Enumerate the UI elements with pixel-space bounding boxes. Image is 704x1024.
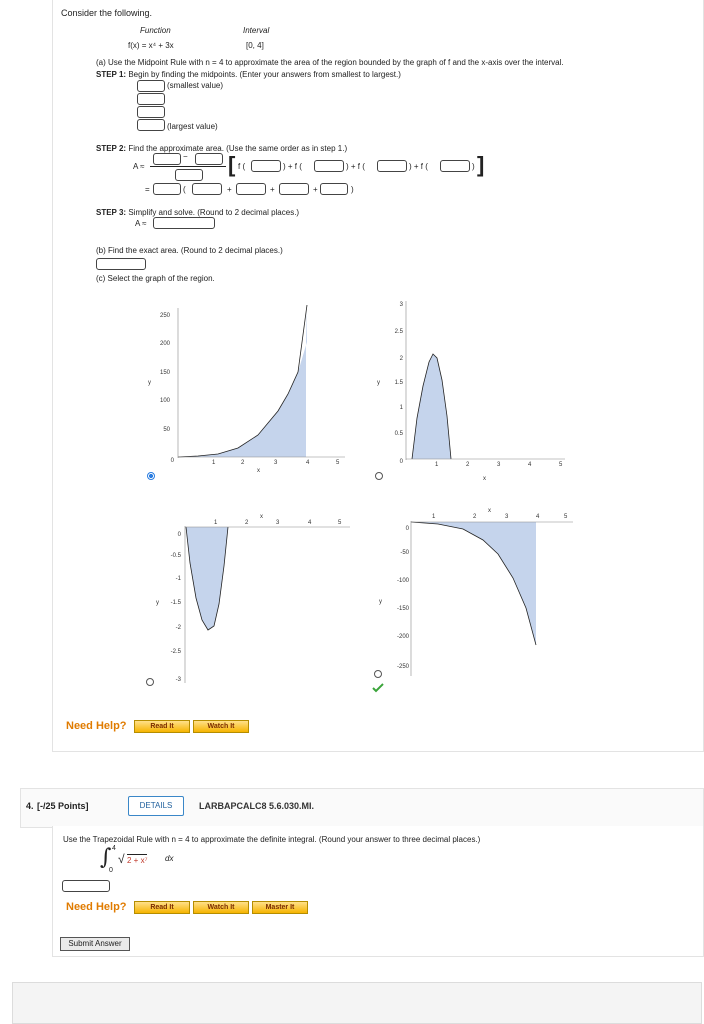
minus-sign: − [183, 152, 188, 161]
y-tick-label: 100 [159, 398, 170, 404]
a-approx-label: A ≈ [133, 162, 145, 171]
y-tick-label: 250 [159, 313, 170, 319]
plus-f-2: ) + f ( [346, 162, 365, 171]
fraction-num-input-1[interactable] [153, 153, 181, 165]
y-tick-label: -200 [396, 634, 409, 640]
y-axis-label: y [379, 599, 382, 605]
function-value: f(x) = x⁴ + 3x [128, 41, 174, 50]
x-tick-label: 4 [528, 462, 532, 468]
graph-1-x-ticks [212, 460, 340, 466]
check-icon [372, 683, 384, 693]
step1-text: Begin by finding the midpoints. (Enter your answers from smallest to largest.) [128, 70, 401, 79]
y-tick-label: -2.5 [170, 649, 181, 655]
graph-1-y-ticks [160, 313, 175, 464]
graph-2-radio[interactable] [375, 472, 383, 480]
y-tick-label: 0 [405, 526, 409, 532]
read-it-button[interactable]: Read It [134, 720, 190, 733]
y-tick-label: 150 [159, 370, 170, 376]
y-tick-label: 50 [163, 427, 170, 433]
x-tick-label: 4 [536, 514, 540, 520]
step1-label: STEP 1: [96, 70, 127, 79]
midpoint-input-2[interactable] [137, 93, 165, 105]
fraction-bar [150, 166, 226, 167]
sum-input-3[interactable] [279, 183, 309, 195]
graph-3-x-ticks [214, 520, 342, 526]
plus-f-1: ) + f ( [283, 162, 302, 171]
x-axis-label: x [257, 468, 260, 474]
y-tick-label: 3 [399, 302, 403, 308]
interval-value: [0, 4] [246, 41, 264, 50]
graph-3-radio[interactable] [146, 678, 154, 686]
x-tick-label: 3 [497, 462, 501, 468]
x-tick-label: 3 [274, 460, 278, 466]
question-4-header [20, 788, 704, 828]
plus-2: + [270, 185, 275, 194]
step2-text: Find the approximate area. (Use the same order as in step 1.) [128, 144, 348, 153]
x-tick-label: 5 [338, 520, 342, 526]
y-axis-label: y [156, 600, 159, 606]
x-tick-label: 3 [276, 520, 280, 526]
x-tick-label: 1 [432, 514, 436, 520]
coef-input[interactable] [153, 183, 181, 195]
intro-text: Consider the following. [61, 8, 153, 18]
step3-answer-input[interactable] [153, 217, 215, 229]
step2-label: STEP 2: [96, 144, 127, 153]
graph-4-radio[interactable] [374, 670, 382, 678]
plus-3: + [313, 185, 318, 194]
part-c-text: (c) Select the graph of the region. [96, 274, 215, 283]
x-tick-label: 3 [505, 514, 509, 520]
x-tick-label: 4 [308, 520, 312, 526]
graph-option-2 [375, 298, 575, 483]
y-tick-label: -1.5 [170, 600, 181, 606]
fraction-num-input-2[interactable] [195, 153, 223, 165]
y-axis-label: y [148, 380, 151, 386]
graph-1-shaded-region [178, 305, 307, 457]
y-tick-label: 2 [399, 356, 403, 362]
graph-2-x-ticks [435, 462, 563, 468]
y-tick-label: 1.5 [394, 380, 403, 386]
integral-lower-limit: 0 [109, 867, 113, 874]
differential: dx [165, 854, 174, 863]
question-points: [-/25 Points] [37, 801, 89, 811]
x-tick-label: 1 [212, 460, 216, 466]
y-tick-label: 0 [399, 459, 403, 465]
master-it-button[interactable]: Master It [252, 901, 308, 914]
x-axis-label: x [260, 514, 263, 520]
x-tick-label: 5 [559, 462, 563, 468]
watch-it-button[interactable]: Watch It [193, 720, 249, 733]
x-tick-label: 1 [214, 520, 218, 526]
plus-f-3: ) + f ( [409, 162, 428, 171]
x-tick-label: 1 [435, 462, 439, 468]
graph-4-shaded-region [411, 522, 536, 645]
smallest-label: (smallest value) [167, 81, 224, 90]
midpoint-input-4[interactable] [137, 119, 165, 131]
step3-label: STEP 3: [96, 208, 127, 217]
graph-option-1 [140, 300, 360, 475]
interval-header: Interval [243, 26, 270, 35]
y-tick-label: -250 [396, 664, 409, 670]
y-tick-label: -150 [396, 606, 409, 612]
y-tick-label: -100 [396, 578, 409, 584]
midpoint-input-3[interactable] [137, 106, 165, 118]
need-help-label-q4: Need Help? [66, 901, 127, 913]
x-tick-label: 5 [336, 460, 340, 466]
graph-4-x-ticks [432, 514, 568, 520]
close-bracket: ] [477, 152, 485, 177]
y-tick-label: 1 [399, 405, 403, 411]
integral-sign: ∫ [100, 845, 112, 870]
x-axis-label: x [483, 476, 486, 482]
y-tick-label: 0 [170, 458, 174, 464]
open-bracket: [ [228, 152, 236, 177]
q4-answer-input[interactable] [62, 880, 110, 892]
integral-expression [96, 845, 216, 873]
read-it-button-q4[interactable]: Read It [134, 901, 190, 914]
y-tick-label: -0.5 [170, 553, 181, 559]
largest-label: (largest value) [167, 122, 218, 131]
close-paren-1: ) [472, 162, 475, 171]
graph-2-y-ticks [395, 302, 404, 465]
part-b-text: (b) Find the exact area. (Round to 2 decimal places.) [96, 246, 283, 255]
open-paren: ( [183, 185, 186, 194]
function-header: Function [140, 26, 171, 35]
y-tick-label: 2.5 [394, 329, 403, 335]
x-tick-label: 2 [473, 514, 477, 520]
f-arg-input-1[interactable] [251, 160, 281, 172]
y-tick-label: -1 [175, 576, 181, 582]
q4-text: Use the Trapezoidal Rule with n = 4 to approximate the definite integral. (Round your answer to three decimal places.) [63, 835, 481, 844]
sum-input-2[interactable] [236, 183, 266, 195]
graph-2-shaded-region [412, 354, 451, 459]
f-arg-input-2[interactable] [314, 160, 344, 172]
part-a-text: (a) Use the Midpoint Rule with n = 4 to approximate the area of the region bounded by the graph of f and the x-axis over the interval. [96, 58, 564, 67]
f-open-1: f ( [238, 162, 246, 171]
graph-4-y-ticks [397, 526, 410, 670]
y-tick-label: -3 [175, 677, 181, 683]
a-approx-label-2: A ≈ [135, 219, 147, 228]
x-tick-label: 2 [245, 520, 249, 526]
y-tick-label: -50 [400, 550, 409, 556]
y-axis-label: y [377, 380, 380, 386]
fraction-den-input[interactable] [175, 169, 203, 181]
need-help-label: Need Help? [66, 720, 127, 732]
x-tick-label: 2 [241, 460, 245, 466]
step3-text: Simplify and solve. (Round to 2 decimal places.) [128, 208, 300, 217]
question-code: LARBAPCALC8 5.6.030.MI. [199, 801, 315, 811]
question-number: 4. [26, 801, 34, 811]
integrand: 2 + x⁷ [127, 856, 148, 865]
graph-option-3 [156, 508, 360, 683]
y-tick-label: -2 [175, 625, 181, 631]
watch-it-button-q4[interactable]: Watch It [193, 901, 249, 914]
sqrt-sign: √ [118, 852, 125, 866]
y-tick-label: 0 [177, 532, 181, 538]
y-tick-label: 0.5 [394, 431, 403, 437]
y-tick-label: 200 [159, 341, 170, 347]
equals-sign: = [145, 185, 150, 194]
graph-1-radio[interactable] [147, 472, 155, 480]
step3-row [96, 208, 696, 217]
x-tick-label: 2 [466, 462, 470, 468]
graph-3-y-ticks [171, 532, 182, 683]
x-axis-label: x [488, 508, 491, 514]
f-arg-input-3[interactable] [377, 160, 407, 172]
sum-input-4[interactable] [320, 183, 348, 195]
details-button[interactable]: DETAILS [128, 796, 184, 816]
step1-row [96, 70, 696, 79]
close-paren-2: ) [351, 185, 354, 194]
submit-answer-button[interactable]: Submit Answer [60, 937, 130, 951]
sum-input-1[interactable] [192, 183, 222, 195]
x-tick-label: 4 [306, 460, 310, 466]
f-arg-input-4[interactable] [440, 160, 470, 172]
midpoint-input-1[interactable] [137, 80, 165, 92]
x-tick-label: 5 [564, 514, 568, 520]
exact-area-input[interactable] [96, 258, 146, 270]
bottom-panel [12, 982, 702, 1024]
plus-1: + [227, 185, 232, 194]
graph-option-4 [378, 508, 578, 678]
integral-upper-limit: 4 [112, 845, 116, 852]
